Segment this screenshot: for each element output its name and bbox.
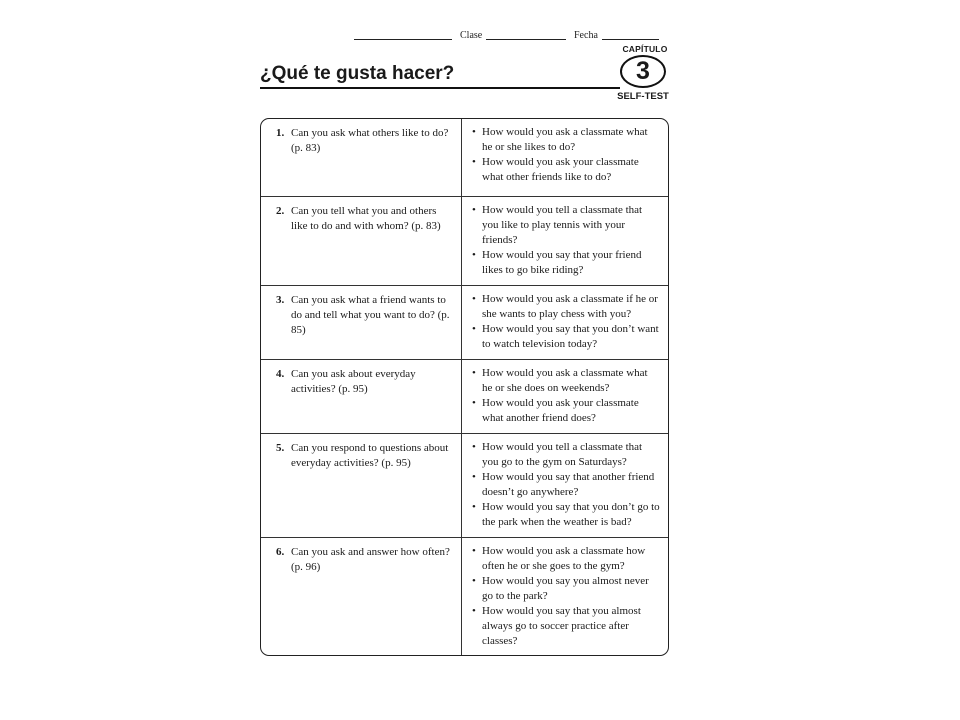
prompts-cell (461, 360, 668, 433)
question-cell (261, 197, 461, 285)
prompt-item: • How would you tell a classmate that you like to play tennis with your friends? (474, 203, 660, 248)
clase-label: Clase (460, 30, 483, 41)
prompt-item: • How would you ask a classmate if he or she wants to play chess with you? (474, 292, 660, 322)
prompt-item: • How would you say that you don’t go to the park when the weather is bad? (474, 500, 660, 530)
table-row (261, 285, 668, 359)
question-text: Can you ask what a friend wants to do and tell what you want to do? (p. 85) (291, 294, 450, 336)
question-text: Can you ask what others like to do? (p. 83) (291, 127, 449, 154)
question-text: Can you ask and answer how often? (p. 96) (291, 546, 450, 573)
question-text: Can you ask about everyday activities? (p. 95) (291, 368, 416, 395)
prompt-item: • How would you ask your classmate what another friend does? (474, 396, 660, 426)
clase-blank-line (486, 39, 566, 40)
page-title: ¿Qué te gusta hacer? (260, 63, 455, 84)
question-cell (261, 360, 461, 433)
question-text: Can you respond to questions about everyday activities? (p. 95) (291, 442, 449, 469)
self-test-table (260, 118, 669, 656)
question-cell (261, 434, 461, 537)
question-number: 2. (276, 205, 285, 217)
question-number: 6. (276, 546, 285, 558)
prompt-item: • How would you ask a classmate what he or she likes to do? (474, 125, 660, 155)
question-number: 5. (276, 442, 285, 454)
prompt-item: • How would you tell a classmate that you go to the gym on Saturdays? (474, 440, 660, 470)
prompts-cell (461, 119, 668, 196)
table-row (261, 433, 668, 537)
question-cell (261, 538, 461, 656)
table-row (261, 196, 668, 285)
question-number: 1. (276, 127, 285, 139)
chapter-number-badge (620, 55, 666, 88)
prompt-item: • How would you say that another friend doesn’t go anywhere? (474, 470, 660, 500)
title-underline (260, 87, 620, 89)
question-cell (261, 286, 461, 359)
table-row (261, 119, 668, 196)
table-row (261, 359, 668, 433)
prompts-cell (461, 538, 668, 656)
prompt-item: • How would you say that you almost always go to soccer practice after classes? (474, 604, 660, 649)
fecha-blank-line (602, 39, 659, 40)
prompts-cell (461, 286, 668, 359)
question-cell (261, 119, 461, 196)
prompt-item: • How would you say that your friend likes to go bike riding? (474, 248, 660, 278)
prompt-item: • How would you ask your classmate what other friends like to do? (474, 155, 660, 185)
prompt-item: • How would you say you almost never go to the park? (474, 574, 660, 604)
prompts-cell (461, 434, 668, 537)
question-number: 4. (276, 368, 285, 380)
fecha-label: Fecha (574, 30, 598, 41)
section-label: SELF-TEST (617, 91, 669, 102)
question-number: 3. (276, 294, 285, 306)
question-text: Can you tell what you and others like to do and with whom? (p. 83) (291, 205, 441, 232)
prompt-item: • How would you ask a classmate how often he or she goes to the gym? (474, 544, 660, 574)
prompts-cell (461, 197, 668, 285)
prompt-item: • How would you ask a classmate what he or she does on weekends? (474, 366, 660, 396)
chapter-label: CAPÍTULO (622, 44, 668, 54)
table-row (261, 537, 668, 656)
chapter-number: 3 (636, 57, 650, 85)
prompt-item: • How would you say that you don’t want to watch television today? (474, 322, 660, 352)
nombre-blank-line (354, 39, 452, 40)
